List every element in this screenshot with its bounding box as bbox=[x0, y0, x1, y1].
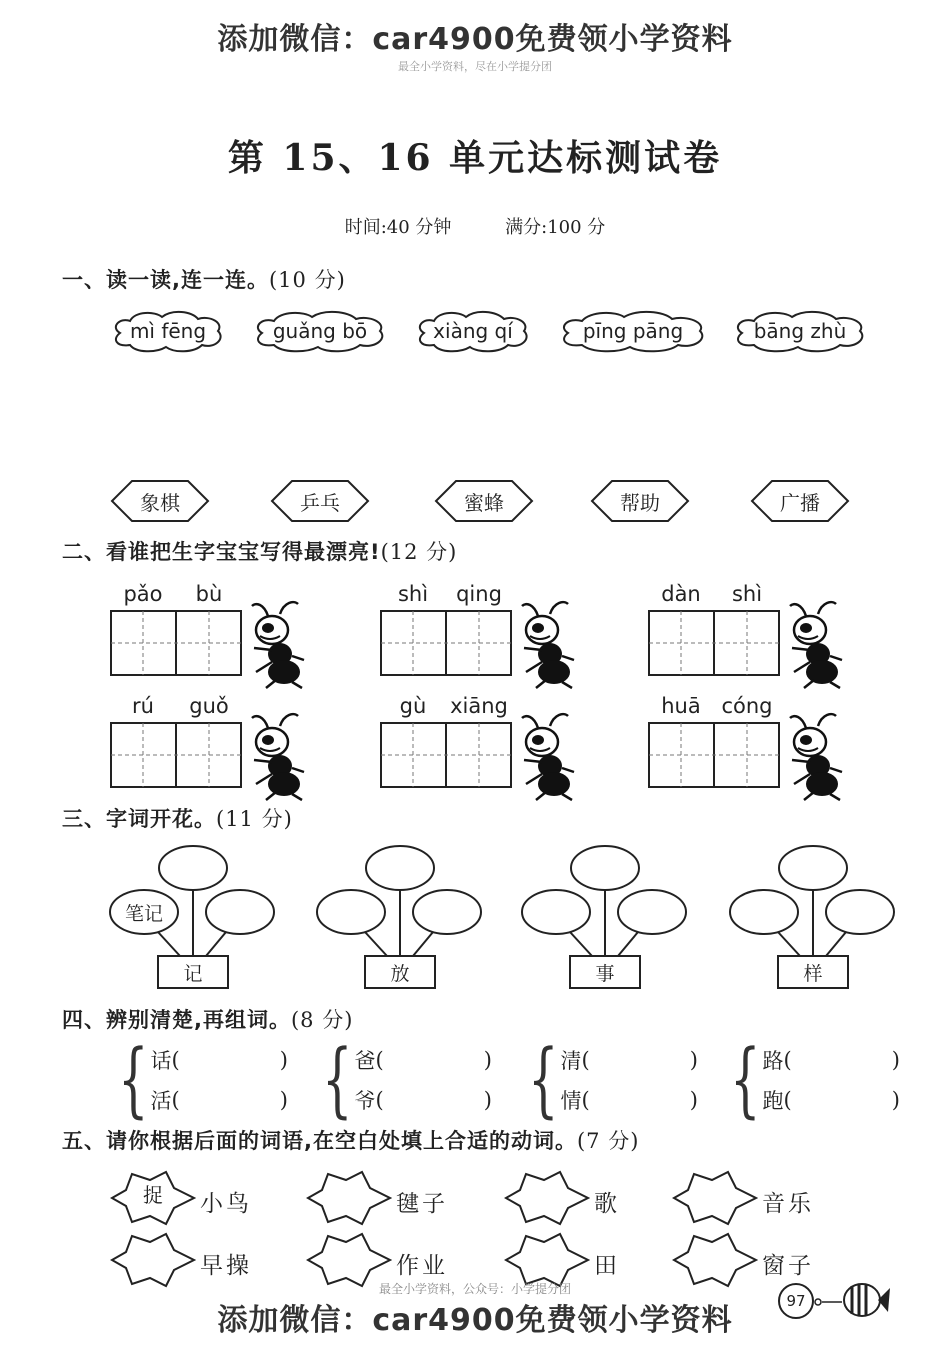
char-group bbox=[730, 1032, 900, 1128]
pinyin-syllable: pǎo bbox=[123, 582, 163, 606]
flower-root-char: 事 bbox=[595, 962, 615, 985]
writing-grid-box[interactable] bbox=[110, 722, 242, 788]
section4-points: (8 分) bbox=[290, 1008, 354, 1032]
word-diamond bbox=[750, 478, 850, 524]
word-flower bbox=[728, 842, 898, 992]
paren-open: ( bbox=[171, 1088, 180, 1112]
group-row bbox=[561, 1080, 698, 1120]
ant-cartoon-icon bbox=[246, 600, 306, 690]
flower-root-char: 放 bbox=[390, 962, 410, 985]
pinyin-text: xiàng qí bbox=[433, 319, 513, 343]
word-text: 乒乓 bbox=[300, 490, 340, 515]
group-row bbox=[763, 1080, 900, 1120]
pinyin-row bbox=[110, 694, 242, 720]
writing-item bbox=[110, 582, 306, 694]
word-flower bbox=[520, 842, 690, 992]
pinyin-syllable: shì bbox=[731, 582, 763, 606]
writing-grid-box[interactable] bbox=[648, 722, 780, 788]
verb-blank[interactable] bbox=[504, 1170, 590, 1226]
exam-meta bbox=[0, 213, 950, 239]
paren-open: ( bbox=[783, 1048, 792, 1072]
section4-title: 四、辨别清楚,再组词。 bbox=[62, 1008, 291, 1032]
section2-heading bbox=[62, 536, 457, 566]
group-row bbox=[151, 1080, 288, 1120]
char-group bbox=[118, 1032, 288, 1128]
group-row bbox=[355, 1040, 492, 1080]
verb-item bbox=[306, 1170, 448, 1226]
paren-close: ) bbox=[279, 1048, 288, 1072]
word-flower bbox=[108, 842, 278, 992]
ant-cartoon-icon bbox=[246, 712, 306, 802]
paren-close: ) bbox=[891, 1048, 900, 1072]
section3-points: (11 分) bbox=[216, 807, 293, 831]
group-row bbox=[561, 1040, 698, 1080]
pinyin-syllable: guǒ bbox=[189, 694, 229, 718]
page-number: 97 bbox=[778, 1283, 814, 1319]
paren-open: ( bbox=[171, 1048, 180, 1072]
verb-object-word: 小鸟 bbox=[200, 1190, 252, 1217]
group-row bbox=[763, 1040, 900, 1080]
paren-close: ) bbox=[483, 1088, 492, 1112]
star-blank-shape-icon bbox=[504, 1170, 590, 1226]
char-group bbox=[322, 1032, 492, 1128]
group-char: 话 bbox=[150, 1049, 172, 1073]
group-char: 爸 bbox=[354, 1049, 376, 1073]
writing-item bbox=[380, 694, 576, 806]
section2-title: 二、看谁把生字宝宝写得最漂亮! bbox=[62, 540, 381, 564]
word-text: 广播 bbox=[780, 490, 820, 515]
group-char: 跑 bbox=[762, 1089, 784, 1113]
watermark-subtext: 最全小学资料，尽在小学提分团 bbox=[398, 60, 552, 73]
paren-close: ) bbox=[689, 1048, 698, 1072]
pinyin-syllable: rú bbox=[132, 694, 154, 718]
paren-open: ( bbox=[783, 1088, 792, 1112]
ant-cartoon-icon bbox=[516, 712, 576, 802]
brace-icon: { bbox=[118, 1032, 149, 1128]
pinyin-row bbox=[648, 694, 780, 720]
pinyin-syllable: shì bbox=[397, 582, 429, 606]
group-row bbox=[151, 1040, 288, 1080]
verb-object-word: 音乐 bbox=[762, 1190, 814, 1217]
watermark-bottom: 添加微信：car4900免费领小学资料 bbox=[217, 1303, 733, 1338]
paren-close: ) bbox=[279, 1088, 288, 1112]
section2-points: (12 分) bbox=[380, 540, 458, 564]
writing-grid-box[interactable] bbox=[110, 610, 242, 676]
group-char: 清 bbox=[560, 1049, 582, 1073]
pinyin-row bbox=[380, 694, 512, 720]
verb-example-wrap bbox=[143, 1179, 163, 1208]
section5-points: (7 分) bbox=[576, 1129, 640, 1153]
verb-object-word: 早操 bbox=[200, 1252, 252, 1279]
group-char: 活 bbox=[150, 1089, 172, 1113]
group-row bbox=[355, 1080, 492, 1120]
section4-heading bbox=[62, 1004, 353, 1034]
pinyin-cloud bbox=[252, 309, 388, 353]
writing-item bbox=[648, 694, 844, 806]
pinyin-cloud bbox=[110, 309, 226, 353]
writing-item bbox=[648, 582, 844, 694]
writing-grid-box[interactable] bbox=[380, 610, 512, 676]
verb-object-word: 毽子 bbox=[396, 1190, 448, 1217]
flower-root-char: 样 bbox=[803, 962, 823, 985]
paren-close: ) bbox=[891, 1088, 900, 1112]
word-diamond bbox=[434, 478, 534, 524]
exam-time: 时间:40 分钟 bbox=[344, 217, 452, 238]
pinyin-syllable: huā bbox=[661, 694, 701, 718]
page-title: 第 15、16 单元达标测试卷 bbox=[227, 137, 723, 179]
word-diamond bbox=[590, 478, 690, 524]
char-group bbox=[528, 1032, 698, 1128]
verb-item bbox=[110, 1170, 252, 1226]
pinyin-row bbox=[110, 582, 242, 608]
section1-title: 一、读一读,连一连。 bbox=[62, 268, 269, 292]
section3-heading bbox=[62, 803, 293, 833]
brace-icon: { bbox=[528, 1032, 559, 1128]
exam-score: 满分:100 分 bbox=[505, 217, 606, 238]
verb-object-word: 作业 bbox=[396, 1252, 448, 1279]
brace-icon: { bbox=[322, 1032, 353, 1128]
word-diamond bbox=[270, 478, 370, 524]
footer-text: 最全小学资料，公众号：小学提分团 bbox=[378, 1282, 571, 1296]
pinyin-syllable: xiāng bbox=[450, 694, 508, 718]
verb-object-word: 歌 bbox=[594, 1190, 620, 1217]
pinyin-text: pīng pāng bbox=[582, 319, 684, 343]
star-blank-shape-icon bbox=[672, 1170, 758, 1226]
paren-open: ( bbox=[375, 1048, 384, 1072]
flower-root-char: 记 bbox=[183, 962, 203, 985]
section5-heading bbox=[62, 1125, 639, 1155]
ant-cartoon-icon bbox=[784, 712, 844, 802]
writing-grid-box[interactable] bbox=[380, 722, 512, 788]
verb-object-word: 田 bbox=[594, 1252, 620, 1279]
watermark-top: 添加微信：car4900免费领小学资料 bbox=[217, 22, 733, 57]
verb-object-word: 窗子 bbox=[762, 1252, 814, 1279]
paren-close: ) bbox=[689, 1088, 698, 1112]
pinyin-syllable: qing bbox=[456, 582, 502, 606]
paren-open: ( bbox=[581, 1088, 590, 1112]
word-text: 帮助 bbox=[620, 490, 660, 515]
pinyin-syllable: bù bbox=[195, 582, 223, 606]
pinyin-text: guǎng bō bbox=[272, 319, 368, 343]
star-blank-shape-icon bbox=[306, 1170, 392, 1226]
group-char: 爷 bbox=[354, 1089, 376, 1113]
word-diamond bbox=[110, 478, 210, 524]
pinyin-text: mì fēng bbox=[129, 319, 207, 343]
section5-title: 五、请你根据后面的词语,在空白处填上合适的动词。 bbox=[62, 1129, 577, 1153]
ant-cartoon-icon bbox=[516, 600, 576, 690]
ant-cartoon-icon bbox=[784, 600, 844, 690]
pinyin-cloud bbox=[414, 309, 532, 353]
word-flower bbox=[315, 842, 485, 992]
pinyin-syllable: cóng bbox=[721, 694, 773, 718]
section3-title: 三、字词开花。 bbox=[62, 807, 216, 831]
word-text: 象棋 bbox=[140, 490, 180, 515]
pinyin-text: bāng zhù bbox=[753, 319, 847, 343]
verb-blank[interactable] bbox=[110, 1170, 196, 1226]
group-char: 路 bbox=[762, 1049, 784, 1073]
group-char: 情 bbox=[560, 1089, 582, 1113]
brace-icon: { bbox=[730, 1032, 761, 1128]
pinyin-row bbox=[380, 582, 512, 608]
section1-heading bbox=[62, 264, 346, 294]
pinyin-row bbox=[648, 582, 780, 608]
pinyin-cloud bbox=[558, 309, 708, 353]
pinyin-cloud bbox=[732, 309, 868, 353]
word-text: 蜜蜂 bbox=[464, 490, 504, 515]
verb-item bbox=[672, 1170, 814, 1226]
pinyin-syllable: gù bbox=[399, 694, 427, 718]
writing-grid-box[interactable] bbox=[648, 610, 780, 676]
writing-item bbox=[110, 694, 306, 806]
verb-blank[interactable] bbox=[306, 1170, 392, 1226]
paren-close: ) bbox=[483, 1048, 492, 1072]
verb-blank[interactable] bbox=[672, 1170, 758, 1226]
pinyin-syllable: dàn bbox=[661, 582, 701, 606]
paren-open: ( bbox=[581, 1048, 590, 1072]
section1-points: (10 分) bbox=[268, 268, 346, 292]
verb-item bbox=[504, 1170, 620, 1226]
paren-open: ( bbox=[375, 1088, 384, 1112]
writing-item bbox=[380, 582, 576, 694]
verb-example: 捉 bbox=[143, 1182, 163, 1207]
flower-example-word: 笔记 bbox=[124, 902, 163, 925]
